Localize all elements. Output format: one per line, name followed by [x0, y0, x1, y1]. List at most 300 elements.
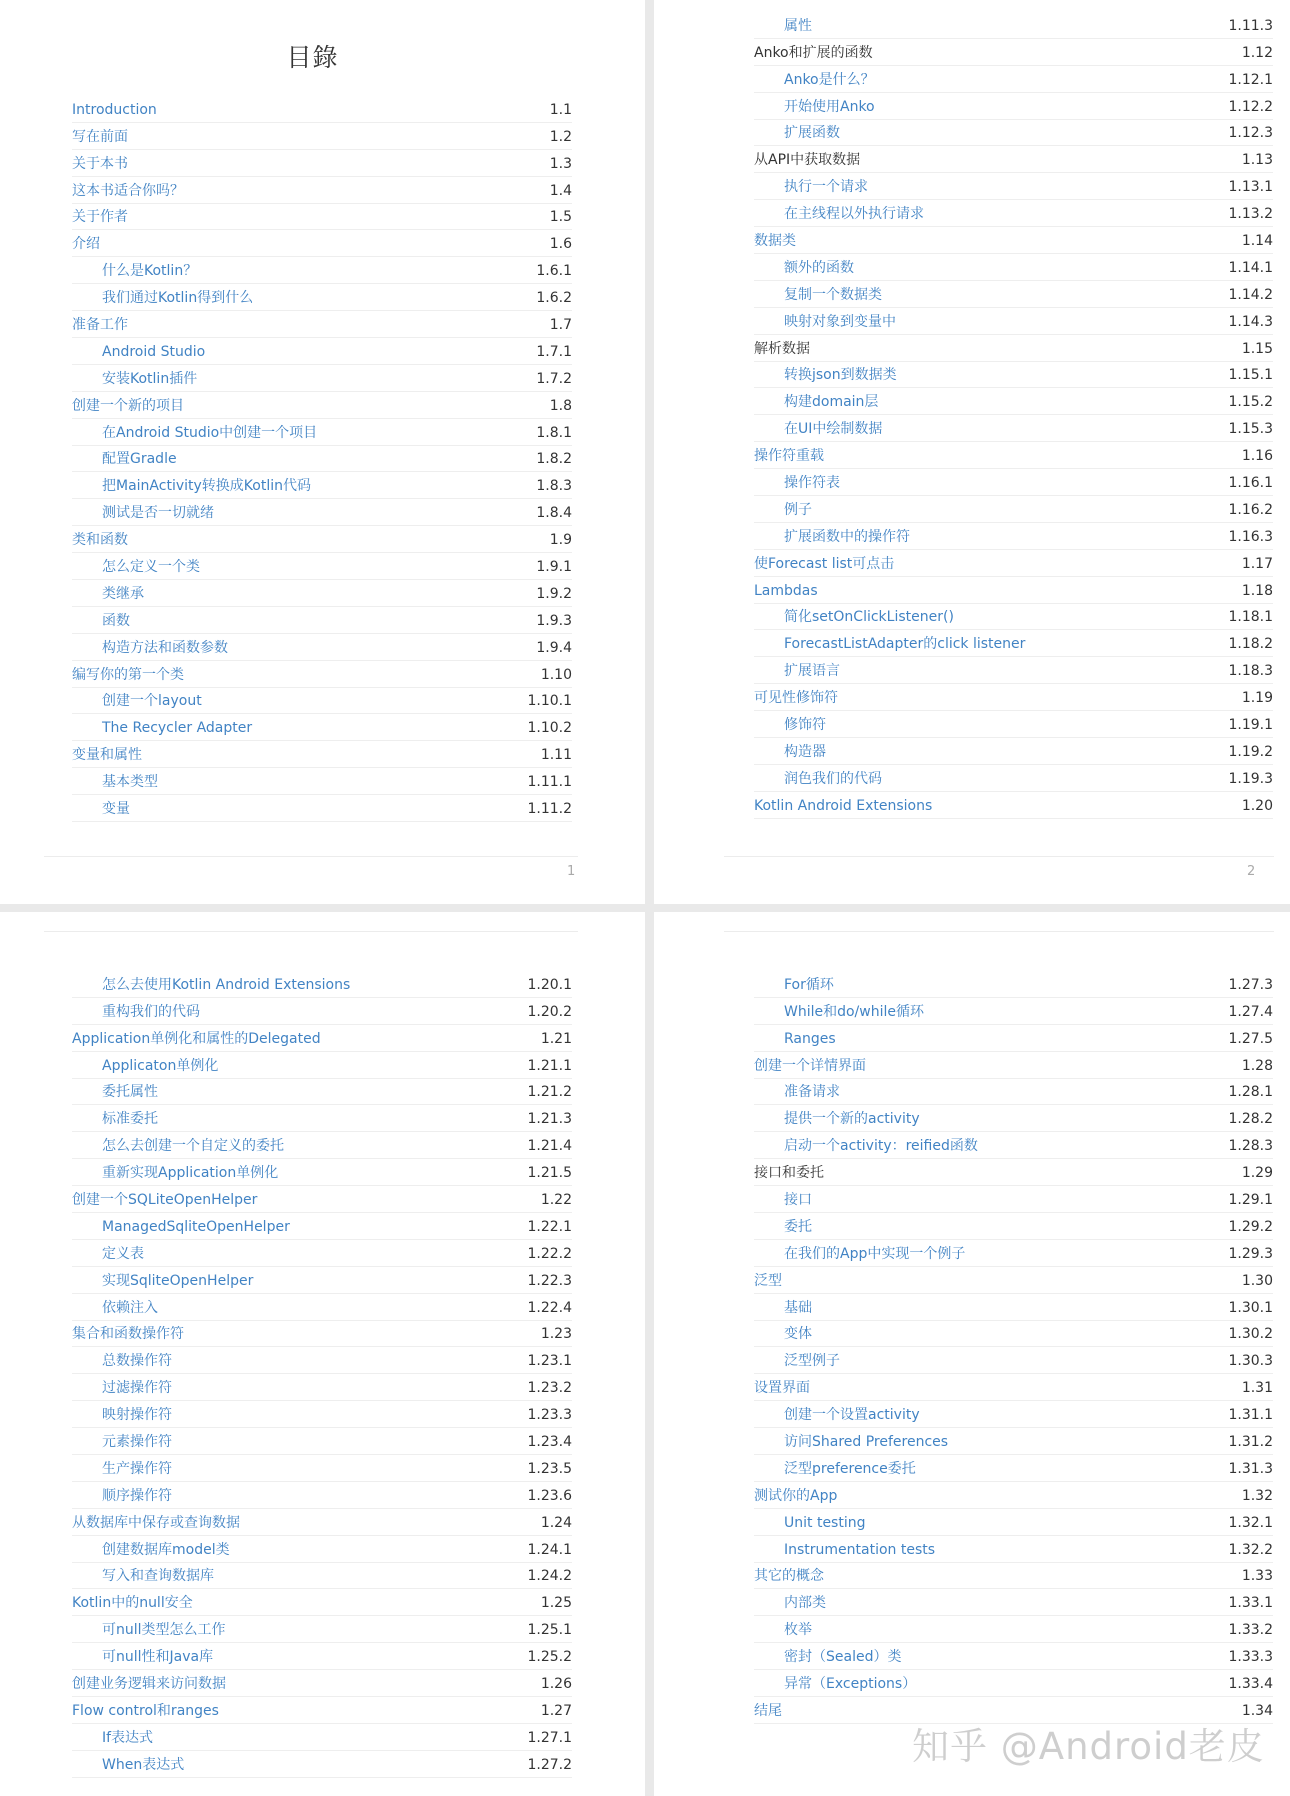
toc-entry-label[interactable]: 我们通过Kotlin得到什么: [102, 290, 254, 307]
toc-entry-label[interactable]: 密封（Sealed）类: [784, 1649, 902, 1666]
toc-entry-label[interactable]: 开始使用Anko: [784, 98, 875, 115]
toc-entry[interactable]: [754, 550, 1273, 577]
toc-entry-number: 1.7.1: [536, 343, 572, 360]
toc-entry[interactable]: [754, 442, 1273, 469]
toc-entry[interactable]: [72, 230, 572, 257]
toc-entry-number: 1.14: [1241, 233, 1273, 250]
toc-entry-number: 1.12: [1241, 44, 1273, 61]
toc-entry[interactable]: [754, 1509, 1273, 1536]
toc-entry[interactable]: [754, 1482, 1273, 1509]
toc-entry-number: 1.4: [549, 182, 572, 199]
toc-entry[interactable]: [754, 388, 1273, 415]
toc-entry-label[interactable]: 怎么去使用Kotlin Android Extensions: [102, 976, 351, 993]
toc-entry-number: 1.33.3: [1228, 1649, 1273, 1666]
toc-entry[interactable]: [754, 1294, 1273, 1321]
toc-list: [72, 971, 572, 1778]
toc-entry-number: 1.21: [540, 1030, 572, 1047]
toc-entry[interactable]: [754, 120, 1273, 147]
toc-entry[interactable]: [754, 173, 1273, 200]
toc-entry-label[interactable]: 扩展函数中的操作符: [784, 528, 910, 545]
toc-entry-label[interactable]: Kotlin中的null安全: [72, 1595, 193, 1612]
toc-entry-number: 1.22.3: [527, 1272, 572, 1289]
toc-entry-label[interactable]: 依赖注入: [102, 1299, 158, 1316]
toc-entry-label[interactable]: 解析数据: [754, 340, 810, 357]
toc-entry[interactable]: [72, 526, 572, 553]
toc-entry-label[interactable]: 泛型preference委托: [784, 1460, 916, 1477]
toc-entry[interactable]: [754, 577, 1273, 604]
toc-entry-number: 1.16.3: [1228, 528, 1273, 545]
toc-entry-number: 1.27.2: [527, 1756, 572, 1773]
toc-entry-label[interactable]: 接口: [784, 1192, 812, 1209]
toc-entry-label[interactable]: 创建一个SQLiteOpenHelper: [72, 1192, 258, 1209]
toc-entry[interactable]: [72, 1347, 572, 1374]
toc-entry-label[interactable]: 可null类型怎么工作: [102, 1622, 226, 1639]
toc-entry[interactable]: [72, 96, 572, 123]
toc-entry[interactable]: [754, 12, 1273, 39]
toc-entry-label[interactable]: 过滤操作符: [102, 1380, 172, 1397]
toc-entry-label[interactable]: 类继承: [102, 585, 144, 602]
toc-entry-label[interactable]: Instrumentation tests: [784, 1541, 936, 1558]
toc-entry-label[interactable]: 总数操作符: [102, 1353, 172, 1370]
toc-entry-number: 1.10: [540, 666, 572, 683]
toc-entry-label[interactable]: 创建一个新的项目: [72, 397, 184, 414]
toc-entry-label[interactable]: 润色我们的代码: [784, 770, 882, 787]
toc-entry[interactable]: [72, 311, 572, 338]
toc-entry-number: 1.30.1: [1228, 1299, 1273, 1316]
toc-entry-number: 1.23: [540, 1326, 572, 1343]
toc-entry-label[interactable]: Applicaton单例化: [102, 1057, 219, 1074]
toc-entry[interactable]: [72, 1536, 572, 1563]
toc-entry[interactable]: [754, 496, 1273, 523]
toc-entry-label[interactable]: 构造器: [784, 743, 826, 760]
toc-entry[interactable]: [754, 738, 1273, 765]
toc-entry-number: 1.31.2: [1228, 1434, 1273, 1451]
toc-entry-number: 1.27.1: [527, 1729, 572, 1746]
toc-entry-label[interactable]: Unit testing: [784, 1514, 866, 1531]
toc-entry-number: 1.23.2: [527, 1380, 572, 1397]
toc-entry[interactable]: [754, 657, 1273, 684]
toc-entry-number: 1.22.2: [527, 1245, 572, 1262]
toc-entry-number: 1.3: [549, 155, 572, 172]
toc-entry[interactable]: [754, 1267, 1273, 1294]
toc-entry-number: 1.19.1: [1228, 717, 1273, 734]
toc-entry[interactable]: [754, 1347, 1273, 1374]
toc-entry[interactable]: [754, 1240, 1273, 1267]
toc-entry-label[interactable]: 泛型: [754, 1272, 782, 1289]
toc-entry-label[interactable]: 标准委托: [102, 1111, 158, 1128]
toc-entry[interactable]: [72, 1294, 572, 1321]
toc-entry-label[interactable]: 设置界面: [754, 1380, 810, 1397]
toc-entry-number: 1.6: [549, 236, 572, 253]
toc-entry-label[interactable]: 属性: [784, 17, 812, 34]
toc-entry[interactable]: [754, 1697, 1273, 1724]
toc-entry-number: 1.28.2: [1228, 1111, 1273, 1128]
toc-entry[interactable]: [72, 1455, 572, 1482]
toc-entry[interactable]: [72, 1267, 572, 1294]
toc-entry-label[interactable]: 映射操作符: [102, 1407, 172, 1424]
toc-entry[interactable]: [72, 998, 572, 1025]
toc-entry-label[interactable]: 简化setOnClickListener(): [784, 609, 954, 626]
toc-entry[interactable]: [72, 553, 572, 580]
toc-entry[interactable]: [754, 1401, 1273, 1428]
toc-entry-label[interactable]: 生产操作符: [102, 1460, 172, 1477]
page-header-divider: [724, 931, 1274, 932]
toc-entry-label[interactable]: 在UI中绘制数据: [784, 421, 883, 438]
toc-entry-number: 1.18.2: [1228, 636, 1273, 653]
toc-entry-label[interactable]: 映射对象到变量中: [784, 313, 896, 330]
toc-entry-label[interactable]: 集合和函数操作符: [72, 1326, 184, 1343]
toc-entry[interactable]: [72, 150, 572, 177]
toc-entry-label[interactable]: For循环: [784, 976, 834, 993]
toc-page-2: [654, 0, 1290, 904]
toc-entry-label[interactable]: ManagedSqliteOpenHelper: [102, 1218, 290, 1235]
toc-entry[interactable]: [754, 711, 1273, 738]
toc-entry-number: 1.14.1: [1228, 259, 1273, 276]
page-header-divider: [44, 931, 578, 932]
toc-entry[interactable]: [72, 580, 572, 607]
toc-entry-label[interactable]: When表达式: [102, 1756, 185, 1773]
toc-entry[interactable]: [754, 998, 1273, 1025]
toc-entry-label[interactable]: 执行一个请求: [784, 179, 868, 196]
toc-entry-label[interactable]: 准备请求: [784, 1084, 840, 1101]
toc-entry[interactable]: [72, 1589, 572, 1616]
toc-entry-label[interactable]: 变体: [784, 1326, 812, 1343]
toc-entry[interactable]: [754, 39, 1273, 66]
toc-entry-label[interactable]: 操作符重载: [754, 448, 824, 465]
toc-entry-label[interactable]: 枚举: [784, 1622, 812, 1639]
toc-entry-label[interactable]: 实现SqliteOpenHelper: [102, 1272, 254, 1289]
toc-entry[interactable]: [754, 1563, 1273, 1590]
toc-entry-number: 1.20: [1241, 797, 1273, 814]
toc-entry-label[interactable]: 准备工作: [72, 317, 128, 334]
toc-entry[interactable]: [754, 1321, 1273, 1348]
toc-entry-label[interactable]: Anko是什么？: [784, 71, 875, 88]
toc-entry[interactable]: [72, 1213, 572, 1240]
toc-entry-number: 1.30.2: [1228, 1326, 1273, 1343]
toc-entry-number: 1.9: [549, 532, 572, 549]
toc-entry-label[interactable]: 创建一个设置activity: [784, 1407, 920, 1424]
toc-entry-label[interactable]: 顺序操作符: [102, 1487, 172, 1504]
toc-entry-label[interactable]: 介绍: [72, 236, 100, 253]
toc-entry[interactable]: [72, 1105, 572, 1132]
toc-entry-label[interactable]: 额外的函数: [784, 259, 854, 276]
toc-entry-label[interactable]: 测试你的App: [754, 1487, 838, 1504]
toc-entry-label[interactable]: 构建domain层: [784, 394, 879, 411]
toc-entry-label[interactable]: 创建业务逻辑来访问数据: [72, 1676, 226, 1693]
toc-page-1: [0, 0, 645, 904]
toc-entry-number: 1.8.2: [536, 451, 572, 468]
toc-entry-label[interactable]: 什么是Kotlin？: [102, 263, 198, 280]
toc-entry[interactable]: [754, 146, 1273, 173]
toc-entry[interactable]: [72, 446, 572, 473]
toc-entry[interactable]: [754, 1186, 1273, 1213]
toc-entry-label[interactable]: 委托属性: [102, 1084, 158, 1101]
toc-entry[interactable]: [72, 419, 572, 446]
toc-entry[interactable]: [754, 415, 1273, 442]
toc-entry-label[interactable]: Kotlin Android Extensions: [754, 797, 933, 814]
toc-entry[interactable]: [72, 392, 572, 419]
toc-entry-label[interactable]: 编写你的第一个类: [72, 666, 184, 683]
toc-entry-label[interactable]: Ranges: [784, 1030, 836, 1047]
toc-entry[interactable]: [72, 1751, 572, 1778]
toc-entry-label[interactable]: 基础: [784, 1299, 812, 1316]
toc-entry[interactable]: [72, 1643, 572, 1670]
toc-entry[interactable]: [754, 335, 1273, 362]
toc-entry-label[interactable]: 其它的概念: [754, 1568, 824, 1585]
toc-entry-label[interactable]: ForecastListAdapter的click listener: [784, 636, 1026, 653]
toc-entry[interactable]: [72, 1186, 572, 1213]
toc-entry-label[interactable]: 基本类型: [102, 774, 158, 791]
toc-entry-number: 1.12.3: [1228, 125, 1273, 142]
toc-entry[interactable]: [754, 93, 1273, 120]
toc-entry-label[interactable]: 函数: [102, 612, 130, 629]
toc-entry-label[interactable]: 从数据库中保存或查询数据: [72, 1514, 240, 1531]
toc-entry-label[interactable]: 重构我们的代码: [102, 1003, 200, 1020]
toc-entry-number: 1.6.2: [536, 290, 572, 307]
toc-entry-label[interactable]: While和do/while循环: [784, 1003, 924, 1020]
toc-entry[interactable]: [72, 1159, 572, 1186]
toc-entry[interactable]: [72, 661, 572, 688]
toc-entry-number: 1.15.3: [1228, 421, 1273, 438]
toc-entry-number: 1.14.2: [1228, 286, 1273, 303]
toc-entry[interactable]: [72, 1697, 572, 1724]
toc-entry[interactable]: [72, 365, 572, 392]
toc-entry-number: 1.8: [549, 397, 572, 414]
toc-entry-number: 1.7.2: [536, 370, 572, 387]
toc-entry-label[interactable]: 创建数据库model类: [102, 1541, 230, 1558]
toc-entry-label[interactable]: Introduction: [72, 101, 157, 118]
toc-entry[interactable]: [754, 1159, 1273, 1186]
toc-entry-label[interactable]: 可null性和Java库: [102, 1649, 214, 1666]
toc-entry-label[interactable]: 数据类: [754, 233, 796, 250]
toc-entry[interactable]: [72, 1401, 572, 1428]
toc-entry-number: 1.32.2: [1228, 1541, 1273, 1558]
toc-entry[interactable]: [72, 1079, 572, 1106]
toc-entry[interactable]: [754, 971, 1273, 998]
toc-entry[interactable]: [754, 1589, 1273, 1616]
toc-entry-label[interactable]: 怎么定义一个类: [102, 559, 200, 576]
toc-entry-label[interactable]: 例子: [784, 501, 812, 518]
toc-entry-label[interactable]: 变量和属性: [72, 747, 142, 764]
toc-entry-number: 1.18.1: [1228, 609, 1273, 626]
toc-entry-label[interactable]: 启动一个activity：reified函数: [784, 1138, 978, 1155]
toc-entry[interactable]: [754, 1105, 1273, 1132]
toc-entry-label[interactable]: 写入和查询数据库: [102, 1568, 214, 1585]
toc-entry-number: 1.15: [1241, 340, 1273, 357]
toc-entry[interactable]: [72, 1563, 572, 1590]
toc-entry-label[interactable]: 关于本书: [72, 155, 128, 172]
toc-entry[interactable]: [72, 338, 572, 365]
toc-entry[interactable]: [72, 1240, 572, 1267]
toc-entry-label[interactable]: Lambdas: [754, 582, 818, 599]
toc-entry[interactable]: [754, 362, 1273, 389]
toc-entry-label[interactable]: 关于作者: [72, 209, 128, 226]
toc-entry[interactable]: [72, 607, 572, 634]
toc-entry-number: 1.22.4: [527, 1299, 572, 1316]
toc-entry[interactable]: [754, 604, 1273, 631]
toc-entry-label[interactable]: 元素操作符: [102, 1434, 172, 1451]
toc-entry-label[interactable]: 写在前面: [72, 128, 128, 145]
toc-entry-label[interactable]: 提供一个新的activity: [784, 1111, 920, 1128]
toc-entry[interactable]: [72, 1428, 572, 1455]
toc-entry-number: 1.27: [540, 1702, 572, 1719]
toc-entry[interactable]: [754, 792, 1273, 819]
toc-entry-number: 1.8.3: [536, 478, 572, 495]
toc-entry[interactable]: [754, 1132, 1273, 1159]
toc-entry-label[interactable]: Android Studio: [102, 343, 206, 360]
toc-entry[interactable]: [754, 1025, 1273, 1052]
toc-entry-label[interactable]: 配置Gradle: [102, 451, 177, 468]
toc-entry[interactable]: [72, 1482, 572, 1509]
toc-entry[interactable]: [72, 634, 572, 661]
toc-entry-label[interactable]: If表达式: [102, 1729, 154, 1746]
toc-entry-label[interactable]: 测试是否一切就绪: [102, 505, 214, 522]
toc-entry-number: 1.13: [1241, 152, 1273, 169]
toc-entry-number: 1.10.2: [527, 720, 572, 737]
toc-entry-number: 1.13.1: [1228, 179, 1273, 196]
toc-entry[interactable]: [754, 1079, 1273, 1106]
toc-entry-number: 1.29.1: [1228, 1192, 1273, 1209]
toc-entry[interactable]: [754, 765, 1273, 792]
toc-entry-label[interactable]: 类和函数: [72, 532, 128, 549]
toc-entry-label[interactable]: 委托: [784, 1218, 812, 1235]
toc-entry[interactable]: [754, 254, 1273, 281]
toc-entry-number: 1.2: [549, 128, 572, 145]
toc-entry[interactable]: [72, 257, 572, 284]
toc-entry-number: 1.17: [1241, 555, 1273, 572]
toc-entry-label[interactable]: Anko和扩展的函数: [754, 44, 873, 61]
toc-entry[interactable]: [72, 971, 572, 998]
toc-entry[interactable]: [72, 284, 572, 311]
toc-entry[interactable]: [72, 1321, 572, 1348]
toc-entry[interactable]: [754, 1643, 1273, 1670]
toc-entry[interactable]: [72, 1025, 572, 1052]
toc-entry-number: 1.28.1: [1228, 1084, 1273, 1101]
toc-entry[interactable]: [754, 1374, 1273, 1401]
toc-entry[interactable]: [72, 1509, 572, 1536]
toc-entry-label[interactable]: 内部类: [784, 1595, 826, 1612]
toc-entry-number: 1.1: [549, 101, 572, 118]
toc-entry-number: 1.20.2: [527, 1003, 572, 1020]
toc-entry[interactable]: [754, 1616, 1273, 1643]
toc-entry[interactable]: [72, 1616, 572, 1643]
toc-entry-number: 1.32.1: [1228, 1514, 1273, 1531]
toc-page-4: [654, 912, 1290, 1796]
toc-entry-number: 1.18: [1241, 582, 1273, 599]
toc-entry[interactable]: [72, 177, 572, 204]
toc-entry-number: 1.22.1: [527, 1218, 572, 1235]
toc-entry[interactable]: [754, 281, 1273, 308]
toc-entry-label[interactable]: 从API中获取数据: [754, 152, 861, 169]
toc-entry[interactable]: [72, 204, 572, 231]
toc-entry-label[interactable]: 构造方法和函数参数: [102, 639, 228, 656]
toc-entry[interactable]: [754, 1428, 1273, 1455]
toc-entry-number: 1.15.1: [1228, 367, 1273, 384]
toc-entry[interactable]: [72, 795, 572, 822]
toc-entry-label[interactable]: 创建一个layout: [102, 693, 202, 710]
toc-entry-number: 1.5: [549, 209, 572, 226]
toc-entry-number: 1.21.3: [527, 1111, 572, 1128]
toc-entry[interactable]: [72, 123, 572, 150]
toc-entry-label[interactable]: 结尾: [754, 1702, 782, 1719]
toc-entry-label[interactable]: 在主线程以外执行请求: [784, 206, 924, 223]
toc-entry-label[interactable]: 复制一个数据类: [784, 286, 882, 303]
toc-entry[interactable]: [72, 1670, 572, 1697]
toc-entry-label[interactable]: 定义表: [102, 1245, 144, 1262]
toc-entry[interactable]: [754, 227, 1273, 254]
toc-entry-label[interactable]: 在Android Studio中创建一个项目: [102, 424, 318, 441]
toc-entry-number: 1.21.5: [527, 1165, 572, 1182]
toc-entry[interactable]: [754, 1455, 1273, 1482]
toc-entry-label[interactable]: 可见性修饰符: [754, 690, 838, 707]
toc-entry-label[interactable]: 使Forecast list可点击: [754, 555, 895, 572]
toc-entry[interactable]: [72, 688, 572, 715]
toc-entry-label[interactable]: Application单例化和属性的Delegated: [72, 1030, 321, 1047]
toc-entry[interactable]: [72, 768, 572, 795]
toc-list: [72, 96, 572, 822]
toc-entry[interactable]: [72, 1052, 572, 1079]
toc-entry-number: 1.27.3: [1228, 976, 1273, 993]
toc-entry[interactable]: [754, 469, 1273, 496]
toc-entry[interactable]: [72, 741, 572, 768]
toc-entry-label[interactable]: 访问Shared Preferences: [784, 1434, 949, 1451]
toc-entry-label[interactable]: 重新实现Application单例化: [102, 1165, 279, 1182]
toc-entry[interactable]: [754, 684, 1273, 711]
toc-entry[interactable]: [754, 1670, 1273, 1697]
toc-entry-number: 1.23.5: [527, 1460, 572, 1477]
toc-entry[interactable]: [754, 308, 1273, 335]
toc-entry-number: 1.14.3: [1228, 313, 1273, 330]
toc-entry-label[interactable]: 变量: [102, 801, 130, 818]
toc-entry-label[interactable]: 泛型例子: [784, 1353, 840, 1370]
toc-entry-label[interactable]: 接口和委托: [754, 1165, 824, 1182]
toc-entry-label[interactable]: 扩展函数: [784, 125, 840, 142]
toc-entry[interactable]: [754, 1052, 1273, 1079]
toc-entry[interactable]: [72, 714, 572, 741]
toc-entry[interactable]: [72, 1132, 572, 1159]
toc-entry-label[interactable]: 这本书适合你吗？: [72, 182, 184, 199]
toc-entry-label[interactable]: 扩展语言: [784, 663, 840, 680]
toc-entry-label[interactable]: 创建一个详情界面: [754, 1057, 866, 1074]
toc-entry-label[interactable]: The Recycler Adapter: [102, 720, 253, 737]
toc-entry-label[interactable]: 异常（Exceptions）: [784, 1676, 917, 1693]
toc-entry[interactable]: [754, 200, 1273, 227]
toc-entry-number: 1.27.4: [1228, 1003, 1273, 1020]
toc-entry-label[interactable]: 在我们的App中实现一个例子: [784, 1245, 966, 1262]
toc-entry-label[interactable]: Flow control和ranges: [72, 1702, 219, 1719]
toc-entry-number: 1.33.2: [1228, 1622, 1273, 1639]
toc-entry[interactable]: [754, 630, 1273, 657]
toc-entry-number: 1.28.3: [1228, 1138, 1273, 1155]
toc-entry[interactable]: [754, 1536, 1273, 1563]
toc-entry-label[interactable]: 把MainActivity转换成Kotlin代码: [102, 478, 311, 495]
toc-entry[interactable]: [754, 523, 1273, 550]
toc-entry[interactable]: [72, 1724, 572, 1751]
toc-entry[interactable]: [754, 1213, 1273, 1240]
toc-entry-label[interactable]: 修饰符: [784, 717, 826, 734]
toc-entry-label[interactable]: 怎么去创建一个自定义的委托: [102, 1138, 284, 1155]
toc-entry-number: 1.11.3: [1228, 17, 1273, 34]
toc-entry-number: 1.29: [1241, 1165, 1273, 1182]
toc-entry[interactable]: [72, 472, 572, 499]
toc-entry[interactable]: [754, 66, 1273, 93]
toc-entry-label[interactable]: 转换json到数据类: [784, 367, 897, 384]
toc-entry-number: 1.22: [540, 1192, 572, 1209]
toc-entry[interactable]: [72, 1374, 572, 1401]
toc-entry-label[interactable]: 操作符表: [784, 475, 840, 492]
toc-entry-label[interactable]: 安装Kotlin插件: [102, 370, 198, 387]
toc-entry[interactable]: [72, 499, 572, 526]
